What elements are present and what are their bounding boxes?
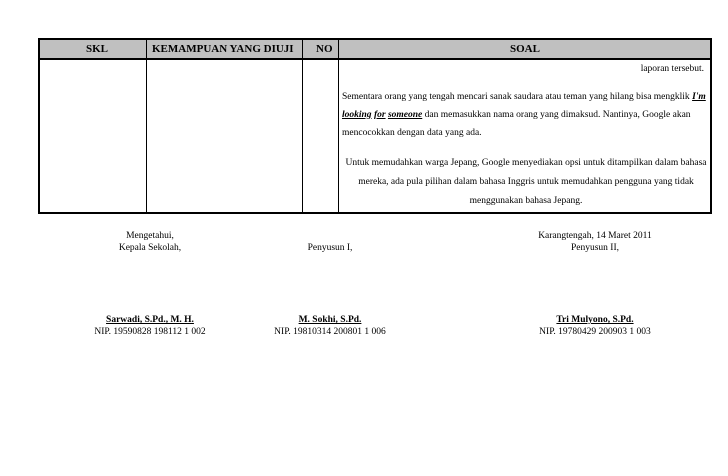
soal-top-line: laporan tersebut. — [640, 64, 704, 74]
signature-penyusun-1-name — [250, 314, 410, 338]
sig-left-line2: Kepala Sekolah, — [118, 243, 182, 253]
soal-table — [38, 38, 712, 214]
column-divider — [338, 40, 339, 212]
sig-right-line1: Karangtengah, 14 Maret 2011 — [538, 231, 652, 241]
keyword-looking: looking — [342, 110, 372, 120]
signature-penyusun-1 — [250, 242, 410, 254]
soal-p1-text: dan memasukkan nama orang yang dimaksud. Nantinya, Google akan — [424, 110, 691, 120]
header-skl: SKL — [86, 43, 109, 55]
soal-p1-text: Sementara orang yang tengah mencari sanak saudara atau teman yang hilang bisa mengklik — [342, 92, 690, 102]
sig-right-line2: Penyusun II, — [570, 243, 620, 253]
soal-p2-line2: mereka, ada pula pilihan dalam bahasa Inggris untuk memudahkan pengguna yang tidak — [358, 177, 694, 187]
soal-p2-line3: menggunakan bahasa Jepang. — [469, 196, 583, 206]
keyword-someone: someone — [387, 110, 423, 120]
sig-left-nip: NIP. 19590828 198112 1 002 — [94, 327, 206, 337]
soal-p1-line2 — [342, 106, 710, 124]
header-soal: SOAL — [510, 43, 540, 55]
signature-kepala-sekolah-name — [70, 314, 230, 338]
sig-left-line1: Mengetahui, — [126, 231, 174, 241]
signature-kepala-sekolah — [70, 230, 230, 254]
column-divider — [146, 40, 147, 212]
sig-middle-nip: NIP. 19810314 200801 1 006 — [274, 327, 386, 337]
soal-paragraph-2 — [342, 154, 710, 211]
sig-middle-name: M. Sokhi, S.Pd. — [298, 315, 362, 325]
keyword-im: I'm — [692, 92, 706, 102]
signature-penyusun-2-name — [510, 314, 680, 338]
sig-right-nip: NIP. 19780429 200903 1 003 — [539, 327, 651, 337]
header-kemampuan: KEMAMPUAN YANG DIUJI — [152, 43, 294, 55]
column-divider — [302, 40, 303, 212]
sig-left-name: Sarwadi, S.Pd., M. H. — [106, 315, 194, 325]
header-no: NO — [316, 43, 333, 55]
sig-middle-line1: Penyusun I, — [307, 243, 353, 253]
soal-p1-line3: mencocokkan dengan data yang ada. — [342, 128, 482, 138]
soal-p1-line1 — [342, 88, 710, 106]
keyword-for: for — [373, 110, 386, 120]
sig-right-name: Tri Mulyono, S.Pd. — [556, 315, 634, 325]
soal-paragraph-1 — [342, 88, 710, 142]
table-header — [40, 40, 710, 60]
soal-p2-line1: Untuk memudahkan warga Jepang, Google menyediakan opsi untuk ditampilkan dalam bahasa — [345, 158, 707, 168]
signature-penyusun-2 — [510, 230, 680, 254]
